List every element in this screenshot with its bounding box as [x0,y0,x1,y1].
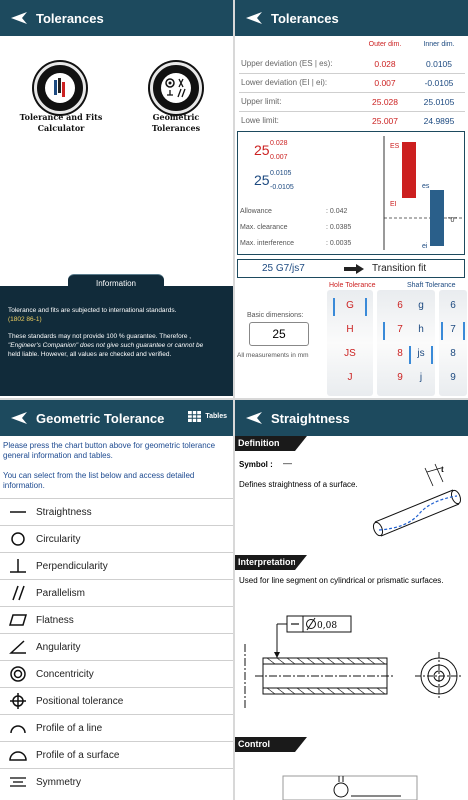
es-label: ES [390,143,400,150]
hole-tolerance-label: Hole Tolerance [329,282,376,289]
arrow-right-icon [344,264,364,274]
definition-text: Defines straightness of a surface. [239,480,358,489]
selection-bracket [409,346,433,364]
item-label: Straightness [36,506,92,518]
table-icon [188,411,201,422]
definition-header: Definition [235,436,295,451]
shaft-dimension [254,170,294,191]
row-label: Upper deviation (ES | es): [241,59,333,68]
interpretation-text: Used for line segment on cylindrical or prismatic surfaces. [239,576,444,585]
shaft-lower: -0.0105 [270,184,294,191]
selection-bracket [333,298,367,316]
hole-base: 25 [254,142,270,158]
row-label: Lower deviation (EI | ei): [241,78,328,87]
intro-text: You can select from the list below and access detailed information. [3,471,195,490]
shaft-ei-label: ei [422,243,428,250]
shaft-base: 25 [254,172,270,188]
shaft-number[interactable]: 6 [450,300,456,311]
list-item-straightness[interactable] [0,498,233,525]
hole-number[interactable]: 9 [397,372,403,383]
item-label: Circularity [36,533,81,545]
list-item-angularity[interactable] [0,633,233,660]
circularity-icon [6,530,30,548]
angularity-icon [6,638,30,656]
panel-straightness-detail [235,400,468,800]
hole-number[interactable]: 8 [397,348,403,359]
fit-result-bar [237,259,465,278]
page-title: Geometric Tolerance [36,410,165,426]
outer-value: 25.028 [372,97,398,107]
control-measurement-illustration [281,770,421,800]
shaft-number[interactable]: 9 [450,372,456,383]
item-label: Flatness [36,614,74,626]
inner-value: 25.0105 [423,97,455,107]
allowance-label: Allowance [240,208,272,215]
zero-label: "0" [448,217,457,224]
list-item-profile-of-a-line[interactable] [0,714,233,741]
hole-letter-wheel[interactable] [327,290,373,396]
tolerance-zone-chart [378,134,464,252]
row-divider [239,92,465,93]
info-text: held liable. However, all values are checked and verified. [8,351,172,358]
max-interference-value: : 0.0035 [326,240,352,247]
panel-tolerance-calculator [235,0,468,398]
max-clearance-value: : 0.0385 [326,224,352,231]
back-arrow-icon[interactable] [245,411,263,425]
geometric-caption [121,112,231,134]
top-bar [0,400,233,436]
tables-button[interactable] [188,411,227,422]
caption-line: Calculator [37,123,85,133]
row-label: Lowe limit: [241,116,279,125]
shaft-letter-wheel[interactable] [407,290,435,396]
selection-bracket [441,322,465,340]
interpretation-header: Interpretation [235,555,295,570]
item-label: Positional tolerance [36,695,124,707]
caption-line: Tolerances [151,123,201,133]
shaft-number[interactable]: 8 [450,348,456,359]
hole-dimension [254,140,288,161]
shaft-letter[interactable]: h [418,324,424,335]
hole-lower: 0.007 [270,154,288,161]
fit-type: Transition fit [372,263,427,274]
shaft-tolerance-label: Shaft Tolerance [407,282,456,289]
panel-geometric-tolerance-list [0,400,233,800]
item-label: Parallelism [36,587,85,599]
item-label: Profile of a line [36,722,103,734]
inner-value: 24.9895 [423,116,455,126]
caption-line: Geometric [152,112,200,122]
result-box [237,131,465,255]
list-item-flatness[interactable] [0,606,233,633]
hole-letter[interactable]: J [347,372,353,383]
tolerance-list [0,498,233,800]
basic-dimension-value: 25 [272,327,286,341]
profile-surface-icon [6,746,30,764]
panel-tolerances-menu [0,0,233,398]
shaft-letter[interactable]: js [417,348,425,359]
info-text: Tolerance and fits are subjected to international standards. [8,307,177,314]
straightness-icon [6,503,30,521]
max-interference-label: Max. interference [240,240,295,247]
info-standard: (1802 86-1) [8,316,42,323]
caption-line: Tolerance and Fits [19,112,103,122]
control-header: Control [235,737,295,752]
back-arrow-icon[interactable] [10,11,28,25]
outer-value: 0.007 [374,78,396,88]
perpendicularity-icon [6,557,30,575]
symbol-label: Symbol : [239,460,273,469]
basic-dimension-input[interactable] [249,322,309,346]
list-item-perpendicularity[interactable] [0,552,233,579]
list-item-profile-of-a-surface[interactable] [0,741,233,768]
info-text: These standards may not provide 100 % guarantee. Therefore , [8,333,192,340]
outer-value: 0.028 [374,59,396,69]
list-item-positional-tolerance[interactable] [0,687,233,714]
tables-label: Tables [205,413,227,420]
shaft-letter[interactable]: g [418,300,424,311]
dimension-t: t [441,465,444,474]
hole-letter[interactable]: G [346,300,354,311]
hole-upper: 0.028 [270,140,288,147]
shaft-es-label: es [422,183,430,190]
measurement-unit-note: All measurements in mm [237,352,309,359]
hole-tolerance-bar [402,142,416,198]
hole-letter[interactable]: JS [344,348,356,359]
list-item-circularity[interactable] [0,525,233,552]
top-bar [235,400,468,436]
column-outer-header: Outer dim. [368,41,402,48]
top-bar [235,0,468,36]
calculator-caption [6,112,116,134]
symbol-glyph: — [283,458,292,468]
inner-value: 0.0105 [426,59,452,69]
hole-number[interactable]: 7 [397,324,403,335]
column-inner-header: Inner dim. [423,41,455,48]
flatness-icon [6,611,30,629]
straightness-cylinder-illustration [367,456,467,546]
geometric-tolerance-icon [150,62,202,114]
item-label: Symmetry [36,776,81,788]
information-tab[interactable]: Information [68,274,164,292]
list-item-parallelism[interactable] [0,579,233,606]
info-text: "Engineer's Companion" does not give such guarantee or cannot be [8,342,204,349]
shaft-letter[interactable]: j [419,372,423,383]
shaft-tolerance-bar [430,190,444,246]
page-title: Straightness [271,410,350,426]
symmetry-icon [6,773,30,791]
profile-line-icon [6,719,30,737]
top-bar [0,0,233,36]
intro-text: Please press the chart button above for geometric tolerance general information and tables. [3,441,216,460]
list-item-symmetry[interactable] [0,768,233,795]
frame-tolerance-value: 0,08 [317,621,338,631]
item-label: Perpendicularity [36,560,108,572]
fit-code: 25 G7/js7 [262,263,305,274]
max-clearance-label: Max. clearance [240,224,288,231]
item-label: Concentricity [36,668,94,680]
parallelism-icon [6,584,30,602]
shaft-tolerance-picker[interactable] [407,290,468,396]
shaft-number-wheel[interactable] [439,290,467,396]
position-icon [6,692,30,710]
shaft-upper: 0.0105 [270,170,292,177]
back-arrow-icon[interactable] [245,11,263,25]
item-label: Profile of a surface [36,749,120,761]
hole-number[interactable]: 6 [397,300,403,311]
basic-dimension-label: Basic dimensions: [247,312,304,319]
interpretation-drawing [237,614,467,724]
inner-value: -0.0105 [424,78,454,88]
shaft-number[interactable]: 7 [450,324,456,335]
concentricity-icon [6,665,30,683]
item-label: Angularity [36,641,81,653]
allowance-value: : 0.042 [326,208,348,215]
back-arrow-icon[interactable] [10,411,28,425]
list-item-concentricity[interactable] [0,660,233,687]
row-label: Upper limit: [241,97,282,106]
row-divider [239,73,465,74]
hole-letter[interactable]: H [346,324,354,335]
information-panel [0,286,233,396]
row-divider [239,111,465,112]
tolerance-calculator-icon [34,62,86,114]
page-title: Tolerances [271,10,339,26]
outer-value: 25.007 [372,116,398,126]
page-title: Tolerances [36,10,104,26]
ei-label: EI [390,201,397,208]
